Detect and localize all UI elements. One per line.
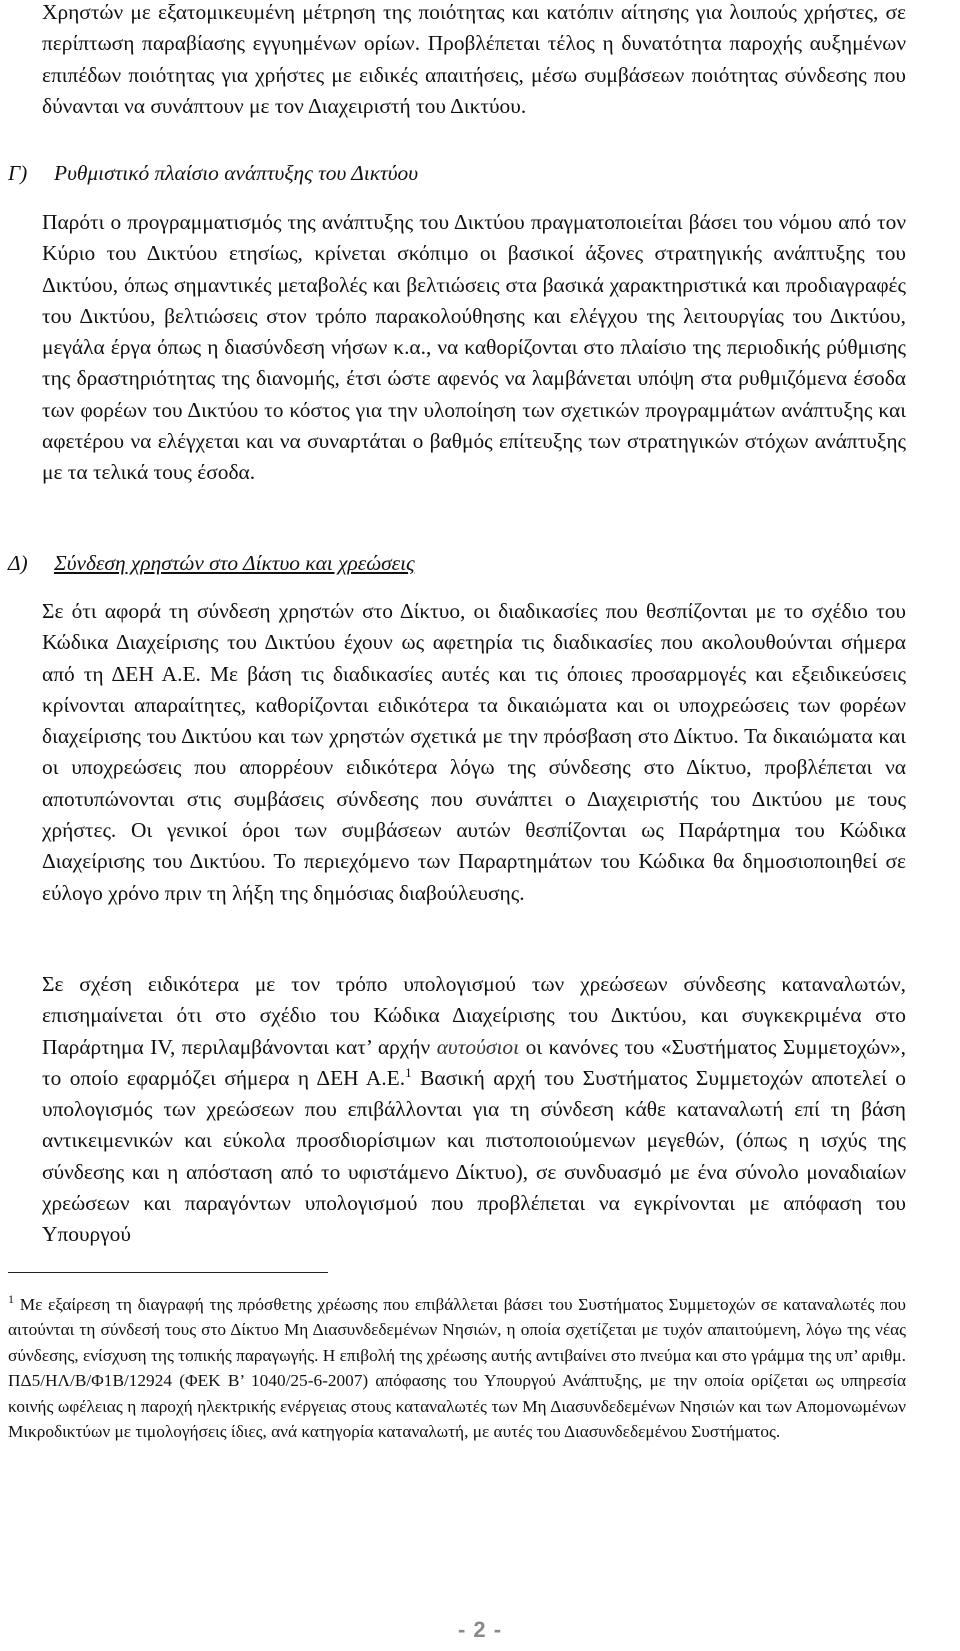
charges-text-part-2: οι κανόνες του «Συστήματος Συμμετοχών», το οποίο εφαρμόζει σήμερα η ΔΕΗ Α.Ε. [42, 1034, 906, 1090]
footnote-reference[interactable]: 1 [405, 1064, 412, 1080]
footnote-separator [8, 1272, 328, 1273]
section-heading-d-number: Δ) [8, 551, 28, 575]
section-heading-g [8, 158, 418, 189]
footnote-marker: 1 [8, 1292, 14, 1307]
paragraph-connection-charges [42, 969, 906, 1251]
page-number: - 2 - [457, 1617, 503, 1642]
emphasized-word: αυτούσιοι [436, 1034, 520, 1059]
paragraph-network-development: Παρότι ο προγραμματισμός της ανάπτυξης του Δικτύου πραγματοποιείται βάσει του νόμου από τον Κύριο του Δικτύου ετησίως, κρίνεται σκόπιμο οι βασικοί άξονες στρατηγικής ανάπτυξης του Δικτύου, όπως σημαντικές μεταβολές και βελτιώσεις στα βασικά χαρακτηριστικά και προδιαγραφές του Δικτύου, βελτιώσεις στον τρόπο παρακολούθησης και ελέγχου της λειτουργίας του Δικτύου, μεγάλα έργα όπως η διασύνδεση νήσων κ.α., να καθορίζονται στο πλαίσιο της περιοδικής ρύθμισης της δραστηριότητας της διανομής, έτσι ώστε αφενός να λαμβάνεται υπόψη στα ρυθμιζόμενα έσοδα των φορέων του Δικτύου το κόστος για την υλοποίηση των σχετικών προγραμμάτων ανάπτυξης και αφετέρου να ελέγχεται και να συναρτάται ο βαθμός επίτευξης των στρατηγικών στόχων ανάπτυξης με τα τελικά τους έσοδα. [42, 210, 906, 485]
section-heading-g-text: Ρυθμιστικό πλαίσιο ανάπτυξης του Δικτύου [54, 161, 419, 185]
charges-text-part-3: Βασική αρχή του Συστήματος Συμμετοχών αποτελεί ο υπολογισμός των χρεώσεων που επιβάλλονται για τη σύνδεση κάθε καταναλωτή επί τη βάση αντικειμενικών και εύκολα προσδιορίσιμων και πιστοποιούμενων μεγεθών, (όπως η ισχύς της σύνδεσης και η απόσταση από το υφιστάμενο Δίκτυο), σε συνδυασμό με ένα σύνολο μοναδιαίων χρεώσεων και παραγόντων υπολογισμού που προβλέπεται να εγκρίνονται με απόφαση του Υπουργού [42, 1065, 906, 1247]
paragraph-user-connection: Σε ότι αφορά τη σύνδεση χρηστών στο Δίκτυο, οι διαδικασίες που θεσπίζονται με το σχέδιο του Κώδικα Διαχείρισης του Δικτύου έχουν ως αφετηρία τις διαδικασίες που ακολουθούνται σήμερα από τη ΔΕΗ Α.Ε. Με βάση τις διαδικασίες αυτές και τις όποιες προσαρμογές και εξειδικεύσεις κρίνονται απαραίτητες, καθορίζονται ειδικότερα τα δικαιώματα και οι υποχρεώσεις των φορέων διαχείρισης του Δικτύου και των χρηστών σχετικά με την πρόσβαση στο Δίκτυο. Τα δικαιώματα και οι υποχρεώσεις που απορρέουν ειδικότερα λόγω της σύνδεσης στο Δίκτυο, προβλέπεται να αποτυπώνονται στις συμβάσεις σύνδεσης που συνάπτει ο Διαχειριστής του Δικτύου με τους χρήστες. Οι γενικοί όροι των συμβάσεων αυτών θεσπίζονται ως Παράρτημα του Κώδικα Διαχείρισης του Δικτύου. Το περιεχόμενο των Παραρτημάτων του Κώδικα θα δημοσιοποιηθεί σε εύλογο χρόνο πριν τη λήξη της δημόσιας διαβούλευσης. [42, 599, 906, 905]
footnote-text: Με εξαίρεση τη διαγραφή της πρόσθετης χρέωσης που επιβάλλεται βάσει του Συστήματος Συμμετοχών σε καταναλωτές που αιτούνται τη σύνδεσή τους στο Δίκτυο Μη Διασυνδεδεμένων Νησιών, η οποία σχετίζεται με τυχόν απαιτούμενη, λόγω της νέας σύνδεσης, ενίσχυση της τοπικής παραγωγής. Η επιβολή της χρέωσης αυτής αντιβαίνει στο πνεύμα και στο γράμμα της υπ’ αριθμ. ΠΔ5/ΗΛ/Β/Φ1Β/12924 (ΦΕΚ Β’ 1040/25-6-2007) απόφασης του Υπουργού Ανάπτυξης, με την οποία ορίζεται ως υπηρεσία κοινής ωφέλειας η παροχή ηλεκτρικής ενέργειας στους καταναλωτές των Μη Διασυνδεδεμένων Νησιών και των Απομονωμένων Μικροδικτύων με τιμολογήσεις ίδιες, ανά κατηγορία καταναλωτή, με αυτές του Διασυνδεδεμένου Συστήματος. [8, 1295, 906, 1442]
paragraph-intro: Χρηστών με εξατομικευμένη μέτρηση της ποιότητας και κατόπιν αίτησης για λοιπούς χρήστες, σε περίπτωση παραβίασης εγγυημένων ορίων. Προβλέπεται τέλος η δυνατότητα παροχής αυξημένων επιπέδων ποιότητας για χρήστες με ειδικές απαιτήσεις, μέσω συμβάσεων ποιότητας σύνδεσης που δύνανται να συνάπτουν με τον Διαχειριστή του Δικτύου. [42, 0, 906, 118]
section-heading-d [8, 548, 415, 579]
section-heading-d-text: Σύνδεση χρηστών στο Δίκτυο και χρεώσεις [54, 551, 415, 575]
charges-text-part-1: Σε σχέση ειδικότερα με τον τρόπο υπολογισμού των χρεώσεων σύνδεσης καταναλωτών, επισημαίνεται ότι στο σχέδιο του Κώδικα Διαχείρισης του Δικτύου, και συγκεκριμένα στο Παράρτημα IV, περιλαμβάνονται κατ’ αρχήν [42, 972, 906, 1059]
section-heading-g-number: Γ) [8, 161, 28, 185]
footnote [8, 1292, 906, 1444]
